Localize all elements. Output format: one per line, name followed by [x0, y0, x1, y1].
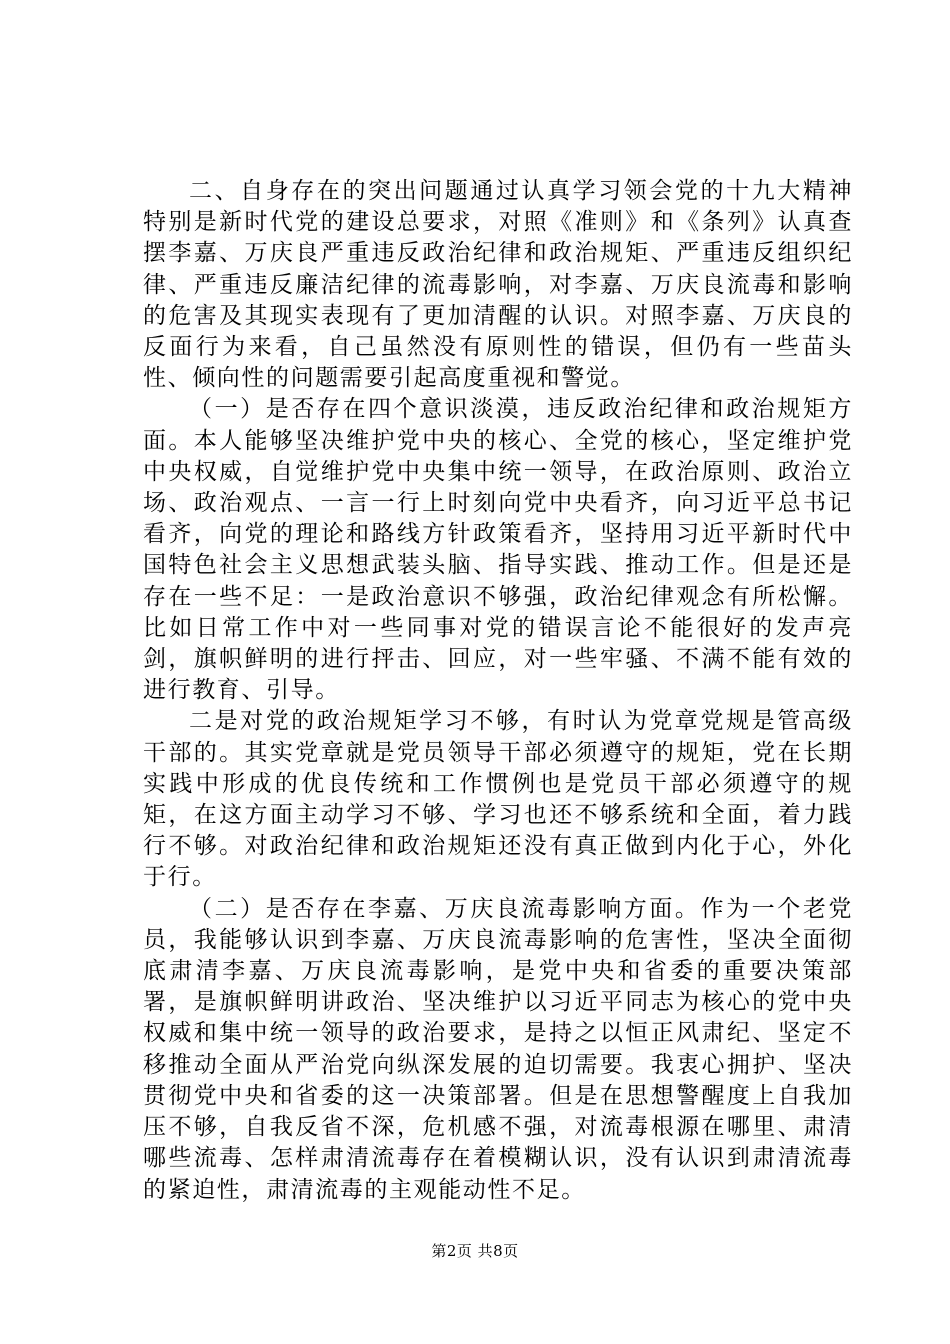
paragraph-self-problems: 二、自身存在的突出问题通过认真学习领会党的十九大精神特别是新时代党的建设总要求，对照《准则》和《条列》认真查摆李嘉、万庆良严重违反政治纪律和政治规矩、严重违反组织纪律、严重违反廉洁纪律的流毒影响，对李嘉、万庆良流毒和影响的危害及其现实表现有了更加清醒的认识。对照李嘉、万庆良的反面行为来看，自己虽然没有原则性的错误，但仍有一些苗头性、倾向性的问题需要引起高度重视和警觉。	[143, 178, 853, 392]
paragraph-political-rules: 二是对党的政治规矩学习不够，有时认为党章党规是管高级干部的。其实党章就是党员领导干部必须遵守的规矩，党在长期实践中形成的优良传统和工作惯例也是党员干部必须遵守的规矩，在这方面主动学习不够、学习也还不够系统和全面，着力践行不够。对政治纪律和政治规矩还没有真正做到内化于心，外化于行。	[143, 708, 853, 891]
paragraph-toxic-influence: （二）是否存在李嘉、万庆良流毒影响方面。作为一个老党员，我能够认识到李嘉、万庆良流毒影响的危害性，坚决全面彻底肃清李嘉、万庆良流毒影响，是党中央和省委的重要决策部署，是旗帜鲜明讲政治、坚决维护以习近平同志为核心的党中央权威和集中统一领导的政治要求，是持之以恒正风肃纪、坚定不移推动全面从严治党向纵深发展的迫切需要。我衷心拥护、坚决贯彻党中央和省委的这一决策部署。但是在思想警醒度上自我加压不够，自我反省不深，危机感不强，对流毒根源在哪里、肃清哪些流毒、怎样肃清流毒存在着模糊认识，没有认识到肃清流毒的紧迫性，肃清流毒的主观能动性不足。	[143, 895, 853, 1203]
page-footer: 第2页 共8页	[431, 1242, 519, 1260]
body-text	[143, 176, 853, 1206]
paragraph-political-discipline: （一）是否存在四个意识淡漠，违反政治纪律和政治规矩方面。本人能够坚决维护党中央的核心、全党的核心，坚定维护党中央权威，自觉维护党中央集中统一领导，在政治原则、政治立场、政治观点、一言一行上时刻向党中央看齐，向习近平总书记看齐，向党的理论和路线方针政策看齐，坚持用习近平新时代中国特色社会主义思想武装头脑、指导实践、推动工作。但是还是存在一些不足：一是政治意识不够强，政治纪律观念有所松懈。比如日常工作中对一些同事对党的错误言论不能很好的发声亮剑，旗帜鲜明的进行抨击、回应，对一些牢骚、不满不能有效的进行教育、引导。	[143, 396, 853, 704]
